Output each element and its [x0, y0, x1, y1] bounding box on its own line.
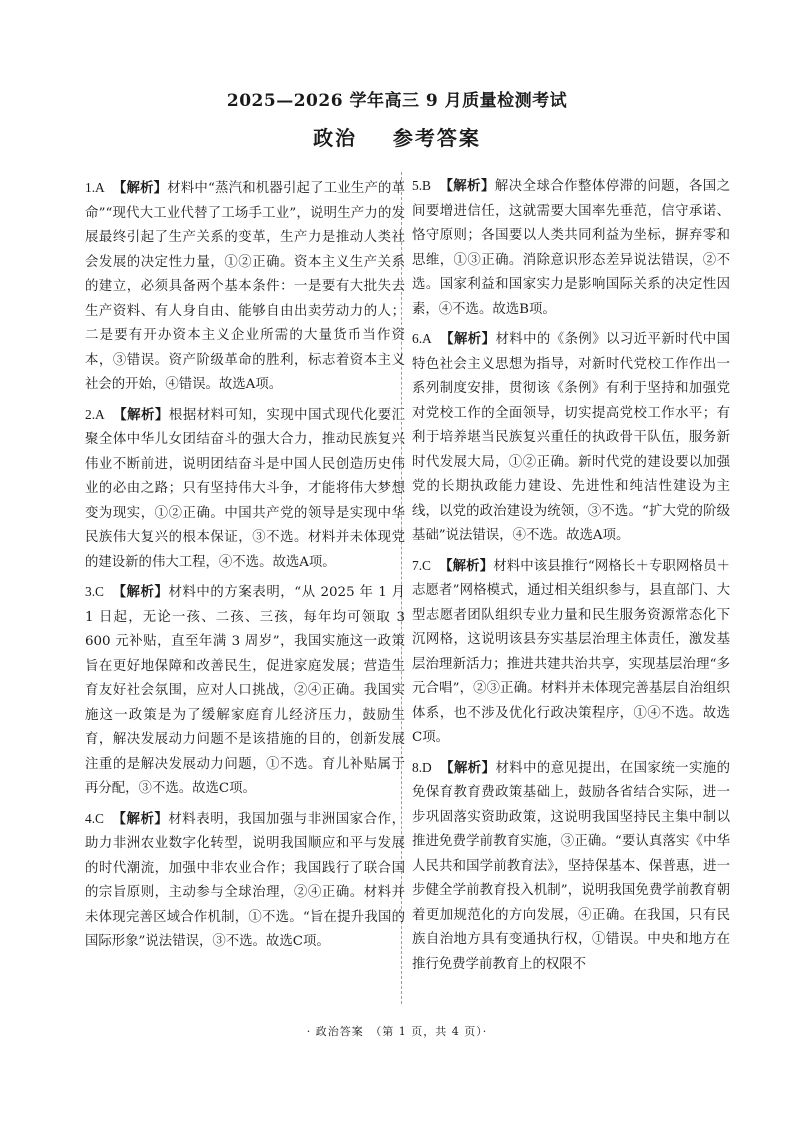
answer-choice: A [95, 180, 105, 195]
analysis-text: 材料表明，我国加强与非洲国家合作，助力非洲农业数字化转型，说明我国顺应和平与发展的时代潮流，加强中非农业合作；我国践行了联合国的宗旨原则，主动参与全球治理，②④正确。材料并未体现完善区域合作机制，①不选。“旨在提升我国的国际形象”说法错误，③不选。故选C项。 [85, 811, 405, 949]
answer-choice: A [422, 331, 432, 346]
analysis-tag: 【解析】 [111, 584, 169, 600]
answer-item: 3.C 【解析】材料中的方案表明，“从 2025 年 1 月 1 日起，无论一孩、二孩、三孩，每年均可领取 3 600 元补贴，直至年满 3 周岁”，我国实施这一政策旨在更好地保障和改善民生，促进家庭发展；营造生育友好社会氛围，应对人口挑战，②④正确。我国实施这一政策是为了缓解家庭育儿经济压力，鼓励生育，解决发展动力问题不是该措施的目的，创新发展注重的是解决发展动力问题，①不选。育儿补贴属于再分配，③不选。故选C项。 [85, 584, 406, 796]
analysis-text: 材料中的方案表明，“从 2025 年 1 月 1 日起，无论一孩、二孩、三孩，每年均可领取 3 600 元补贴，直至年满 3 周岁”，我国实施这一政策旨在更好地保障和改善民生，促进家庭发展；营造生育友好社会氛围，应对人口挑战，②④正确。我国实施这一政策是为了缓解家庭育儿经济压力，鼓励生育，解决发展动力问题不是该措施的目的，创新发展注重的是解决发展动力问题，①不选。育儿补贴属于再分配，③不选。故选C项。 [85, 585, 406, 796]
answer-item: 5.B 【解析】解决全球合作整体停滞的问题，各国之间要增进信任，这就需要大国率先垂范，信守承诺、恪守原则；各国要以人类共同利益为坐标，摒弃零和思维，①③正确。消除意识形态差异说法错误，②不选。国家利益和国家实力是影响国际关系的决定性因素，④不选。故选B项。 [412, 178, 731, 317]
analysis-text: 材料中的意见提出，在国家统一实施的免保育教育费政策基础上，鼓励各省结合实际，进一步巩固落实资助政策，这说明我国坚持民主集中制以推进免费学前教育实施，③正确。“要认真落实《中华人民共和国学前教育法》，坚持保基本、保普惠，进一步健全学前教育投入机制”，说明我国免费学前教育朝着更加规范化的方向发展，④正确。在我国，只有民族自治地方具有变通执行权，①错误。中央和地方在推行免费学前教育上的权限不 [412, 760, 731, 972]
analysis-text: 材料中的《条例》以习近平新时代中国特色社会主义思想为指导，对新时代党校工作作出一系列制度安排，贯彻该《条例》有利于坚持和加强党对党校工作的全面领导，切实提高党校工作水平；有利于培养堪当民族复兴重任的执政骨干队伍，服务新时代发展大局，①②正确。新时代党的建设要以加强党的长期执政能力建设、先进性和纯洁性建设为主线，以党的政治建设为统领，③不选。“扩大党的阶级基础”说法错误，④不选。故选A项。 [412, 332, 731, 543]
answer-column-left [85, 176, 405, 960]
analysis-tag: 【解析】 [439, 331, 496, 347]
answer-choice: B [422, 178, 431, 193]
answer-item: 1.A 【解析】材料中“蒸汽和机器引起了工业生产的革命”“现代大工业代替了工场手工业”，说明生产力的发展最终引起了生产关系的变革，生产力是推动人类社会发展的决定性力量，①②正确。资本主义生产关系的建立，必须具备两个基本条件：一是要有大批失去生产资料、有人身自由、能够自由出卖劳动力的人；二是要有开办资本主义企业所需的大量货币当作资本，③错误。资产阶级革命的胜利，标志着资本主义社会的开始，④错误。故选A项。 [85, 180, 405, 392]
answer-item: 8.D 【解析】材料中的意见提出，在国家统一实施的免保育教育费政策基础上，鼓励各省结合实际，进一步巩固落实资助政策，这说明我国坚持民主集中制以推进免费学前教育实施，③正确。“要认真落实《中华人民共和国学前教育法》，坚持保基本、保普惠，进一步健全学前教育投入机制”，说明我国免费学前教育朝着更加规范化的方向发展，④正确。在我国，只有民族自治地方具有变通执行权，①错误。中央和地方在推行免费学前教育上的权限不 [412, 759, 731, 972]
answer-choice: C [422, 557, 431, 573]
answer-item: 7.C 【解析】材料中该县推行“网格长＋专职网格员＋志愿者”网格模式，通过相关组织参与，县直部门、大型志愿者团队组织专业力量和民生服务资源常态化下沉网格，这说明该县夯实基层治理主体责任，激发基层治理新活力；推进共建共治共享，实现基层治理“多元合唱”，②③正确。材料并未体现完善基层自治组织体系，也不涉及优化行政决策程序，①④不选。故选C项。 [412, 557, 730, 745]
page-title: 2025—2026 学年高三 9 月质量检测考试 [226, 91, 568, 111]
answer-item: 6.A 【解析】材料中的《条例》以习近平新时代中国特色社会主义思想为指导，对新时代党校工作作出一系列制度安排，贯彻该《条例》有利于坚持和加强党对党校工作的全面领导，切实提高党校工作水平；有利于培养堪当民族复兴重任的执政骨干队伍，服务新时代发展大局，①②正确。新时代党的建设要以加强党的长期执政能力建设、先进性和纯洁性建设为主线，以党的政治建设为统领，③不选。“扩大党的阶级基础”说法错误，④不选。故选A项。 [412, 331, 731, 543]
answer-choice: C [95, 810, 104, 826]
analysis-tag: 【解析】 [439, 759, 496, 776]
analysis-text: 材料中“蒸汽和机器引起了工业生产的革命”“现代大工业代替了工场手工业”，说明生产力的发展最终引起了生产关系的变革，生产力是推动人类社会发展的决定性力量，①②正确。资本主义生产关系的建立，必须具备两个基本条件：一是要有大批失去生产资料、有人身自由、能够自由出卖劳动力的人；二是要有开办资本主义企业所需的大量货币当作资本，③错误。资产阶级革命的胜利，标志着资本主义社会的开始，④错误。故选A项。 [85, 181, 405, 392]
answer-choice: A [95, 406, 105, 422]
answer-item: 4.C 【解析】材料表明，我国加强与非洲国家合作，助力非洲农业数字化转型，说明我国顺应和平与发展的时代潮流，加强中非农业合作；我国践行了联合国的宗旨原则，主动参与全球治理，②④正确。材料并未体现完善区域合作机制，①不选。“旨在提升我国的国际形象”说法错误，③不选。故选C项。 [85, 810, 405, 949]
answer-item: 2.A 【解析】根据材料可知，实现中国式现代化要汇聚全体中华儿女团结奋斗的强大合力，推动民族复兴伟业不断前进，说明团结奋斗是中国人民创造历史伟业的必由之路；只有坚持伟大斗争，才能将伟大梦想变为现实，①②正确。中国共产党的领导是实现中华民族伟大复兴的根本保证，③不选。材料并未体现党的建设新的伟大工程，④不选。故选A项。 [85, 406, 406, 570]
page-subtitle: 政治 参考答案 [313, 126, 481, 150]
analysis-tag: 【解析】 [438, 178, 495, 194]
analysis-tag: 【解析】 [112, 180, 168, 196]
answer-choice: C [95, 584, 104, 599]
analysis-text: 解决全球合作整体停滞的问题，各国之间要增进信任，这就需要大国率先垂范，信守承诺、恪守原则；各国要以人类共同利益为坐标，摒弃零和思维，①③正确。消除意识形态差异说法错误，②不选。国家利益和国家实力是影响国际关系的决定性因素，④不选。故选B项。 [412, 179, 731, 317]
analysis-text: 材料中该县推行“网格长＋专职网格员＋志愿者”网格模式，通过相关组织参与，县直部门、大型志愿者团队组织专业力量和民生服务资源常态化下沉网格，这说明该县夯实基层治理主体责任，激发基层治理新活力；推进共建共治共享，实现基层治理“多元合唱”，②③正确。材料并未体现完善基层自治组织体系，也不涉及优化行政决策程序，①④不选。故选C项。 [412, 558, 730, 745]
answer-column-right [412, 174, 730, 982]
analysis-tag: 【解析】 [438, 557, 494, 574]
answer-choice: D [422, 759, 432, 775]
analysis-tag: 【解析】 [111, 810, 169, 827]
analysis-text: 根据材料可知，实现中国式现代化要汇聚全体中华儿女团结奋斗的强大合力，推动民族复兴伟业不断前进，说明团结奋斗是中国人民创造历史伟业的必由之路；只有坚持伟大斗争，才能将伟大梦想变为现实，①②正确。中国共产党的领导是实现中华民族伟大复兴的根本保证，③不选。材料并未体现党的建设新的伟大工程，④不选。故选A项。 [85, 407, 406, 570]
page-footer: · 政治答案 （第 1 页，共 4 页）· [306, 1025, 488, 1038]
analysis-tag: 【解析】 [112, 406, 169, 423]
